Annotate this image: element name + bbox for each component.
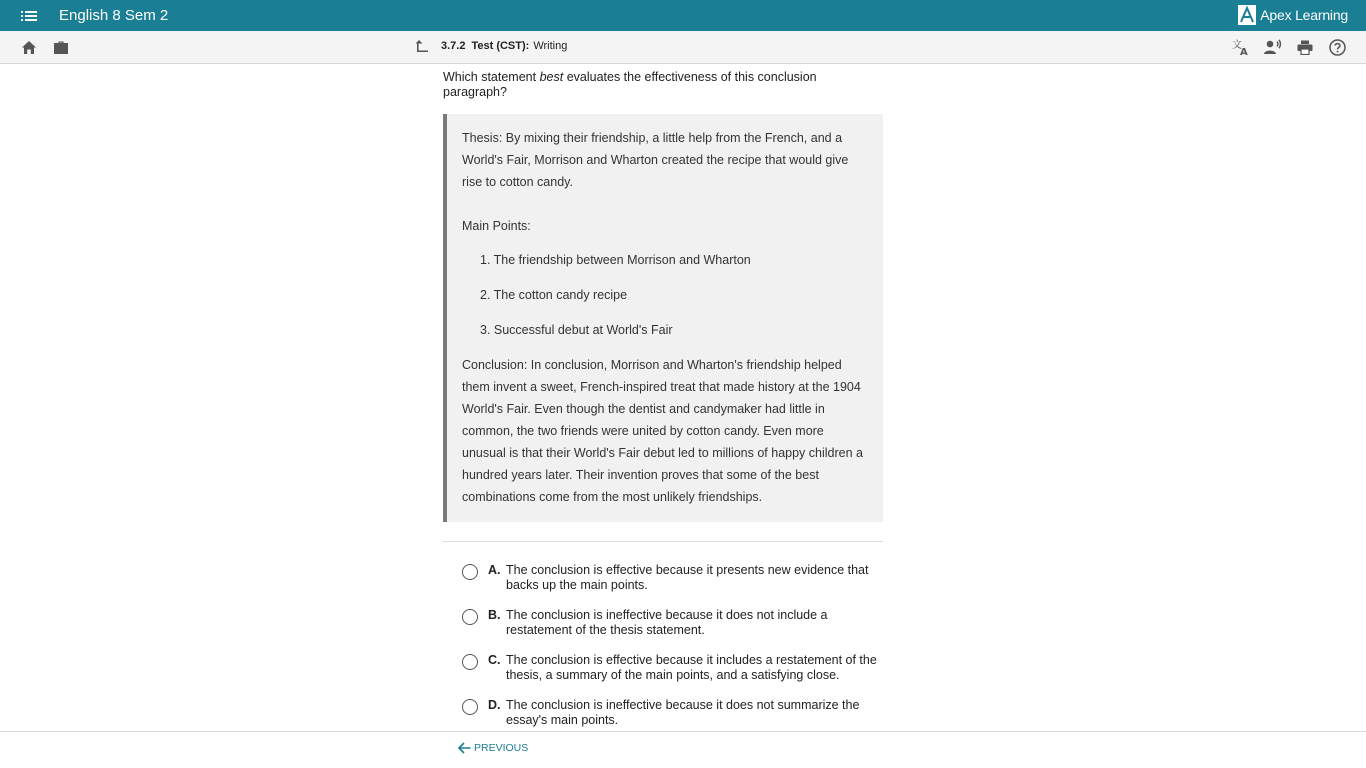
print-button[interactable]	[1295, 37, 1315, 57]
radio-button[interactable]	[462, 564, 478, 580]
answer-choice-c[interactable]	[443, 653, 883, 683]
question-content	[443, 64, 883, 743]
help-button[interactable]	[1327, 37, 1347, 57]
breadcrumb	[414, 39, 567, 53]
main-point-item: 1. The friendship between Morrison and Wharton	[480, 253, 751, 267]
main-points-list	[480, 249, 866, 341]
app-header	[0, 0, 1366, 31]
activity-type: Test (CST):	[471, 40, 530, 52]
question-emphasis: best	[539, 70, 564, 84]
previous-label: PREVIOUS	[474, 742, 529, 754]
toolbar	[0, 31, 1366, 64]
main-points-label: Main Points:	[462, 219, 531, 233]
briefcase-icon	[53, 40, 69, 55]
radio-button[interactable]	[462, 654, 478, 670]
list-menu-icon	[21, 10, 37, 22]
home-icon	[21, 40, 37, 55]
answer-choices	[443, 563, 883, 728]
choice-letter: B.	[488, 608, 501, 622]
activity-name: Writing	[533, 40, 568, 52]
print-icon	[1297, 40, 1313, 55]
text-to-speech-button[interactable]	[1263, 37, 1283, 57]
translate-icon	[1232, 38, 1250, 56]
apex-learning-logo	[1238, 5, 1348, 25]
question-prompt: Which statement best evaluates the effectiveness of this conclusion paragraph?	[443, 70, 817, 99]
main-point-item: 2. The cotton candy recipe	[480, 288, 628, 302]
bottom-navigation	[0, 731, 1366, 768]
translate-button[interactable]	[1231, 37, 1251, 57]
choice-text: The conclusion is effective because it presents new evidence that backs up the main points.	[506, 563, 869, 592]
choice-text: The conclusion is ineffective because it does not include a restatement of the thesis statement.	[506, 608, 828, 637]
previous-button[interactable]	[458, 742, 528, 754]
answer-choice-a[interactable]	[443, 563, 883, 593]
text-to-speech-icon	[1264, 39, 1282, 55]
menu-button[interactable]	[11, 0, 47, 31]
svg-text:文: 文	[1232, 40, 1242, 51]
help-icon	[1329, 39, 1346, 56]
choice-letter: D.	[488, 698, 501, 712]
passage-conclusion: Conclusion: In conclusion, Morrison and Wharton's friendship helped them invent a sweet, French-inspired treat that made history at the 1904 World's Fair. Even though the dentist and candymaker had little in common, the two friends were united by cotton candy. Even more unusual is that their World's Fair debut led to millions of happy children a hundred years later. Their invention proves that some of the best combinations come from the most unlikely friendships.	[462, 358, 863, 504]
main-point-item: 3. Successful debut at World's Fair	[480, 323, 673, 337]
briefcase-button[interactable]	[51, 37, 71, 57]
divider	[443, 541, 883, 542]
up-level-icon[interactable]	[414, 39, 430, 53]
choice-letter: C.	[488, 653, 501, 667]
arrow-left-icon	[458, 742, 471, 754]
logo-text: Apex Learning	[1260, 7, 1348, 23]
course-title: English 8 Sem 2	[59, 7, 169, 24]
svg-text:A: A	[1240, 47, 1248, 56]
passage-excerpt	[443, 114, 883, 522]
apex-logo-icon	[1238, 5, 1256, 25]
choice-text: The conclusion is effective because it includes a restatement of the thesis, a summary of the main points, and a satisfying close.	[506, 653, 877, 682]
passage-thesis: Thesis: By mixing their friendship, a little help from the French, and a World's Fair, Morrison and Wharton created the recipe that would give rise to cotton candy.	[462, 131, 849, 189]
choice-letter: A.	[488, 563, 501, 577]
activity-number: 3.7.2	[441, 40, 466, 52]
answer-choice-d[interactable]	[443, 698, 883, 728]
radio-button[interactable]	[462, 699, 478, 715]
answer-choice-b[interactable]	[443, 608, 883, 638]
radio-button[interactable]	[462, 609, 478, 625]
home-button[interactable]	[19, 37, 39, 57]
choice-text: The conclusion is ineffective because it does not summarize the essay's main points.	[506, 698, 860, 727]
